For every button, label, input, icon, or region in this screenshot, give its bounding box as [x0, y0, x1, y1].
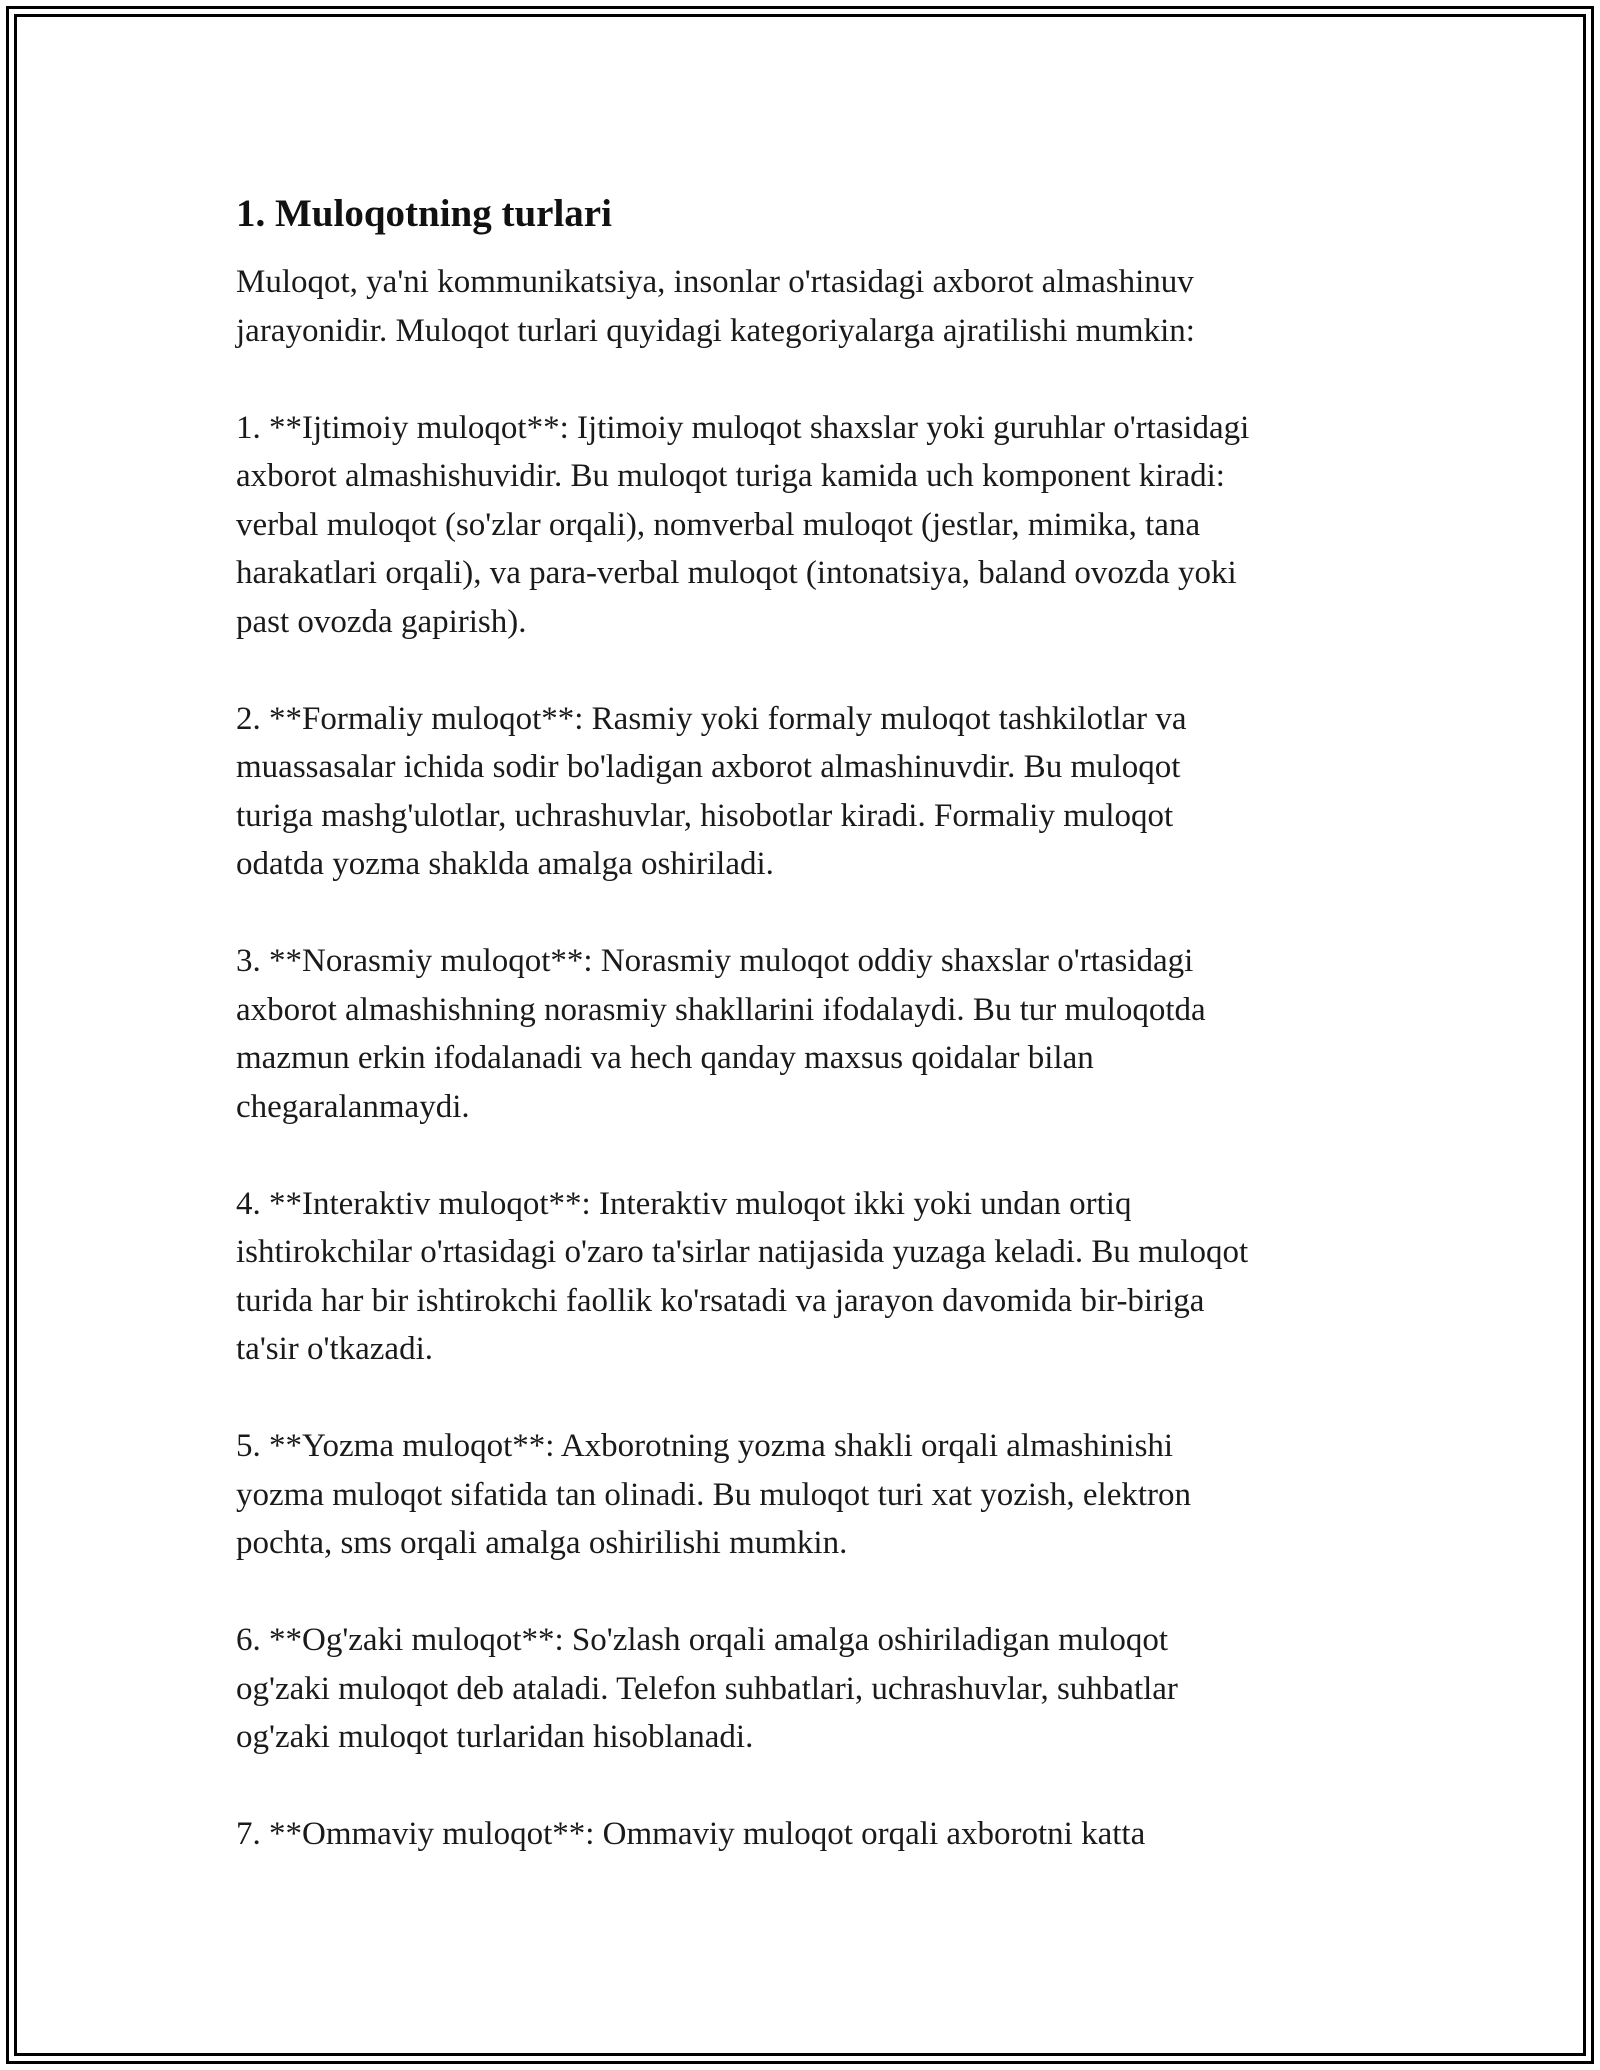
text-line: muassasalar ichida sodir bo'ladigan axborot almashinuvdir. Bu muloqot	[236, 749, 1181, 785]
text-line: jarayonidir. Muloqot turlari quyidagi kategoriyalarga ajratilishi mumkin:	[236, 312, 1195, 349]
text-line: chegaralanmaydi.	[236, 1088, 470, 1125]
text-line: verbal muloqot (so'zlar orqali), nomverbal muloqot (jestlar, mimika, tana	[236, 506, 1201, 543]
text-line: 6. **Og'zaki muloqot**: So'zlash orqali amalga oshiriladigan muloqot	[236, 1622, 1169, 1658]
text-line: og'zaki muloqot turlaridan hisoblanadi.	[236, 1719, 754, 1755]
text-line: 4. **Interaktiv muloqot**: Interaktiv muloqot ikki yoki undan ortiq	[236, 1185, 1132, 1222]
paragraph-intro	[236, 258, 1376, 355]
text-line: 5. **Yozma muloqot**: Axborotning yozma shakli orqali almashinishi	[236, 1428, 1174, 1464]
document-title: 1. Muloqotning turlari	[236, 192, 612, 235]
text-line: 3. **Norasmiy muloqot**: Norasmiy muloqot oddiy shaxslar o'rtasidagi	[236, 943, 1194, 979]
text-line: axborot almashishuvidir. Bu muloqot turiga kamida uch komponent kiradi:	[236, 458, 1225, 494]
text-line: ishtirokchilar o'rtasidagi o'zaro ta'sirlar natijasida yuzaga keladi. Bu muloqot	[236, 1234, 1249, 1270]
text-line: turiga mashg'ulotlar, uchrashuvlar, hisobotlar kiradi. Formaliy muloqot	[236, 797, 1174, 834]
text-line: pochta, sms orqali amalga oshirilishi mumkin.	[236, 1525, 848, 1561]
paragraph-item-7	[236, 1810, 1376, 1859]
text-line: axborot almashishning norasmiy shakllarini ifodalaydi. Bu tur muloqotda	[236, 991, 1206, 1028]
paragraph-item-4	[236, 1180, 1376, 1374]
paragraph-item-3	[236, 937, 1376, 1131]
text-line: turida har bir ishtirokchi faollik ko'rsatadi va jarayon davomida bir-biriga	[236, 1282, 1205, 1319]
text-line: Muloqot, ya'ni kommunikatsiya, insonlar o'rtasidagi axborot almashinuv	[236, 264, 1194, 300]
text-line: mazmun erkin ifodalanadi va hech qanday maxsus qoidalar bilan	[236, 1040, 1094, 1076]
text-line: ta'sir o'tkazadi.	[236, 1331, 433, 1367]
text-line: 7. **Ommaviy muloqot**: Ommaviy muloqot orqali axborotni katta	[236, 1816, 1146, 1852]
text-line: harakatlari orqali), va para-verbal muloqot (intonatsiya, baland ovozda yoki	[236, 555, 1237, 591]
text-line: 1. **Ijtimoiy muloqot**: Ijtimoiy muloqot shaxslar yoki guruhlar o'rtasidagi	[236, 409, 1250, 446]
text-line: 2. **Formaliy muloqot**: Rasmiy yoki formaly muloqot tashkilotlar va	[236, 700, 1187, 737]
text-line: past ovozda gapirish).	[236, 603, 527, 640]
text-line: og'zaki muloqot deb ataladi. Telefon suhbatlari, uchrashuvlar, suhbatlar	[236, 1670, 1178, 1707]
paragraph-item-1	[236, 404, 1376, 647]
text-line: yozma muloqot sifatida tan olinadi. Bu muloqot turi xat yozish, elektron	[236, 1476, 1192, 1513]
paragraph-item-6	[236, 1616, 1376, 1762]
text-line: odatda yozma shaklda amalga oshiriladi.	[236, 846, 774, 882]
paragraph-item-5	[236, 1422, 1376, 1568]
paragraph-item-2	[236, 695, 1376, 889]
document-body	[236, 188, 1376, 1907]
